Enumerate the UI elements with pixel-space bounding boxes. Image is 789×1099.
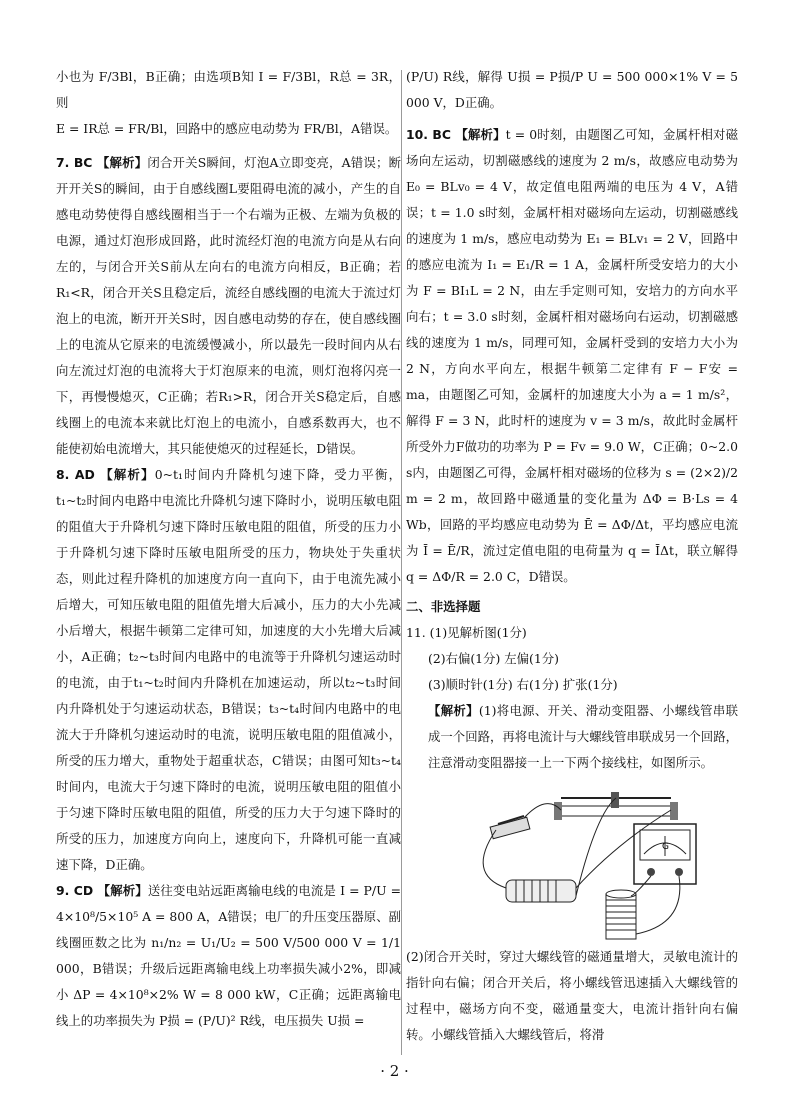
continuation-answer-9: (P/U) R线，解得 U损 = P损/P U = 500 000×1% V = 5 000 V，D正确。 xyxy=(406,69,738,110)
answer-9-head: 9. CD 【解析】 xyxy=(56,883,148,898)
column-divider xyxy=(401,70,402,1055)
answer-7-head: 7. BC 【解析】 xyxy=(56,155,148,170)
answer-10-text: t = 0时刻，由题图乙可知，金属杆相对磁场向左运动，切割磁感线的速度为 2 m/s，故感应电动势为 E₀ = BLv₀ = 4 V，故定值电阻两端的电压为 4 V，A错误；t = 1.0 s时刻，金属杆相对磁场向左运动，切割磁感线的速度为 1 m/s，感应电动势为 E₁ = BLv₁ = 2 V，回路中的感应电流为 I₁ = E₁/R = 1 A，金属杆所受安培力的大小为 F = BI₁L = 2 N，由左手定则可知，安培力的方向水平向右；t = 3.0 s时刻，金属杆相对磁场向右运动，切割磁感线的速度为 1 m/s，同理可知，金属杆受到的安培力大小为 2 N，方向水平向左，根据牛顿第二定律有 F − F安 = ma，由题图乙可知，金属杆的加速度大小为 a = 1 m/s²，解得 F = 3 N，此时杆的速度为 v = 3 m/s，故此时金属杆所受外力F做功的功率为 P = Fv = 9.0 W，C正确；0~2.0 s内，由题图乙可得，金属杆相对磁场的位移为 s = (2×2)/2 m = 2 m，故回路中磁通量的变化量为 ΔΦ = B·Ls = 4 Wb，回路的平均感应电动势为 Ē = ΔΦ/Δt，平均感应电流为 Ī = Ē/R，流过定值电阻的电荷量为 q = ĪΔt，联立解得 q = ΔΦ/R = 2.0 C，D错误。 xyxy=(406,127,738,584)
left-column xyxy=(56,64,401,1034)
answer-7 xyxy=(56,150,401,462)
switch xyxy=(490,816,530,839)
answer-8-head: 8. AD 【解析】 xyxy=(56,467,155,482)
continuation-text-2: E = IR总 = FR/Bl，回路中的感应电动势为 FR/Bl，A错误。 xyxy=(56,121,398,136)
answer-9 xyxy=(56,878,401,1034)
answer-11-text: (1)将电源、开关、滑动变阻器、小螺线管串联成一个回路，再将电流计与大螺线管串联成另一个回路，注意滑动变阻器接一上一下两个接线柱，如图所示。 xyxy=(428,703,738,770)
answer-11-part2: (2)右偏(1分) 左偏(1分) xyxy=(428,651,559,666)
section-title: 二、非选择题 xyxy=(406,599,481,614)
answer-10-head: 10. BC 【解析】 xyxy=(406,127,506,142)
sliding-rheostat xyxy=(554,792,678,820)
large-solenoid xyxy=(606,890,636,939)
answer-10 xyxy=(406,122,738,590)
answer-9-text: 送往变电站远距离输电线的电流是 I = P/U = 4×10⁸/5×10⁵ A = 800 A，A错误；电厂的升压变压器原、副线圈匝数之比为 n₁/n₂ = U₁/U₂ = 500 V/500 000 V = 1/1 000，B错误；升级后远距离输电线上功率损失减小2%，即减小 ΔP = 4×10⁸×2% W = 8 000 kW，C正确；远距离输电线上的功率损失为 P损 = (P/U)² R线，电压损失 U损 = xyxy=(56,883,401,1028)
answer-8-text: 0~t₁时间内升降机匀速下降，受力平衡，t₁~t₂时间内电路中电流比升降机匀速下降时小，说明压敏电阻的阻值大于升降机匀速下降时压敏电阻的阻值，所受的压力小于升降机匀速下降时压敏电阻所受的压力，物块处于失重状态，则此过程升降机的加速度方向一直向下，由于电流先减小后增大，可知压敏电阻的阻值先增大后减小，压力的大小先减小后增大，根据牛顿第二定律可知，加速度的大小先增大后减小，A正确；t₂~t₃时间内电路中的电流等于升降机匀速运动时的电流，由于t₁~t₂时间内升降机在加速运动，所以t₂~t₃时间内升降机处于匀速运动状态，B错误；t₃~t₄时间内电路中的电流大于升降机匀速运动时的电流，说明压敏电阻的阻值减小，所受的压力增大，重物处于超重状态，C错误；由图可知t₃~t₄时间内，电流大于匀速下降时的电流，说明压敏电阻的阻值小于匀速下降时压敏电阻的阻值，所受的压力大于匀速下降时的所受的压力，加速度方向向上，速度向下，升降机可能一直减速下降，D正确。 xyxy=(56,467,401,872)
answer-11-part3: (3)顺时针(1分) 右(1分) 扩张(1分) xyxy=(428,677,618,692)
galvanometer-label: G xyxy=(662,842,669,852)
continuation-text-1: 小也为 F/3Bl，B正确；由选项B知 I = F/3Bl，R总 = 3R，则 xyxy=(56,69,401,110)
circuit-diagram xyxy=(466,784,716,944)
answer-8 xyxy=(56,462,401,878)
answer-11-analysis xyxy=(406,698,738,776)
answer-11-part1: 11. (1)见解析图(1分) xyxy=(406,625,527,640)
circuit-svg xyxy=(466,784,716,944)
galvanometer xyxy=(634,824,696,884)
answer-11-head: 【解析】 xyxy=(428,703,479,718)
right-column xyxy=(406,64,738,1048)
page-number: · 2 · xyxy=(380,1062,409,1080)
answer-7-text: 闭合开关S瞬间，灯泡A立即变亮，A错误；断开开关S的瞬间，由于自感线圈L要阻碍电流的减小，产生的自感电动势使得自感线圈相当于一个右端为正极、左端为负极的电源，通过灯泡形成回路，此时流经灯泡的电流方向是从右向左的，与闭合开关S前从左向右的电流方向相反，B正确；若R₁<R，闭合开关S且稳定后，流经自感线圈的电流大于流过灯泡上的电流，断开开关S时，因自感电动势的存在，使自感线圈上的电流从它原来的电流缓慢减小，所以最先一段时间内从右向左流过灯泡的电流将大于灯泡原来的电流，则灯泡将闪亮一下，再慢慢熄灭，C正确；若R₁>R，闭合开关S稳定后，自感线圈上的电流本来就比灯泡上的电流小，自感系数再大，也不能使初始电流增大，其只能使熄灭的过程延长，D错误。 xyxy=(56,155,402,456)
answer-11-part2-analysis: (2)闭合开关时，穿过大螺线管的磁通量增大，灵敏电流计的指针向右偏；闭合开关后，将小螺线管迅速插入大螺线管的过程中，磁场方向不变，磁通量变大，电流计指针向右偏转。小螺线管插入大螺线管后，将滑 xyxy=(406,949,738,1042)
battery-and-small-coil xyxy=(506,880,576,902)
